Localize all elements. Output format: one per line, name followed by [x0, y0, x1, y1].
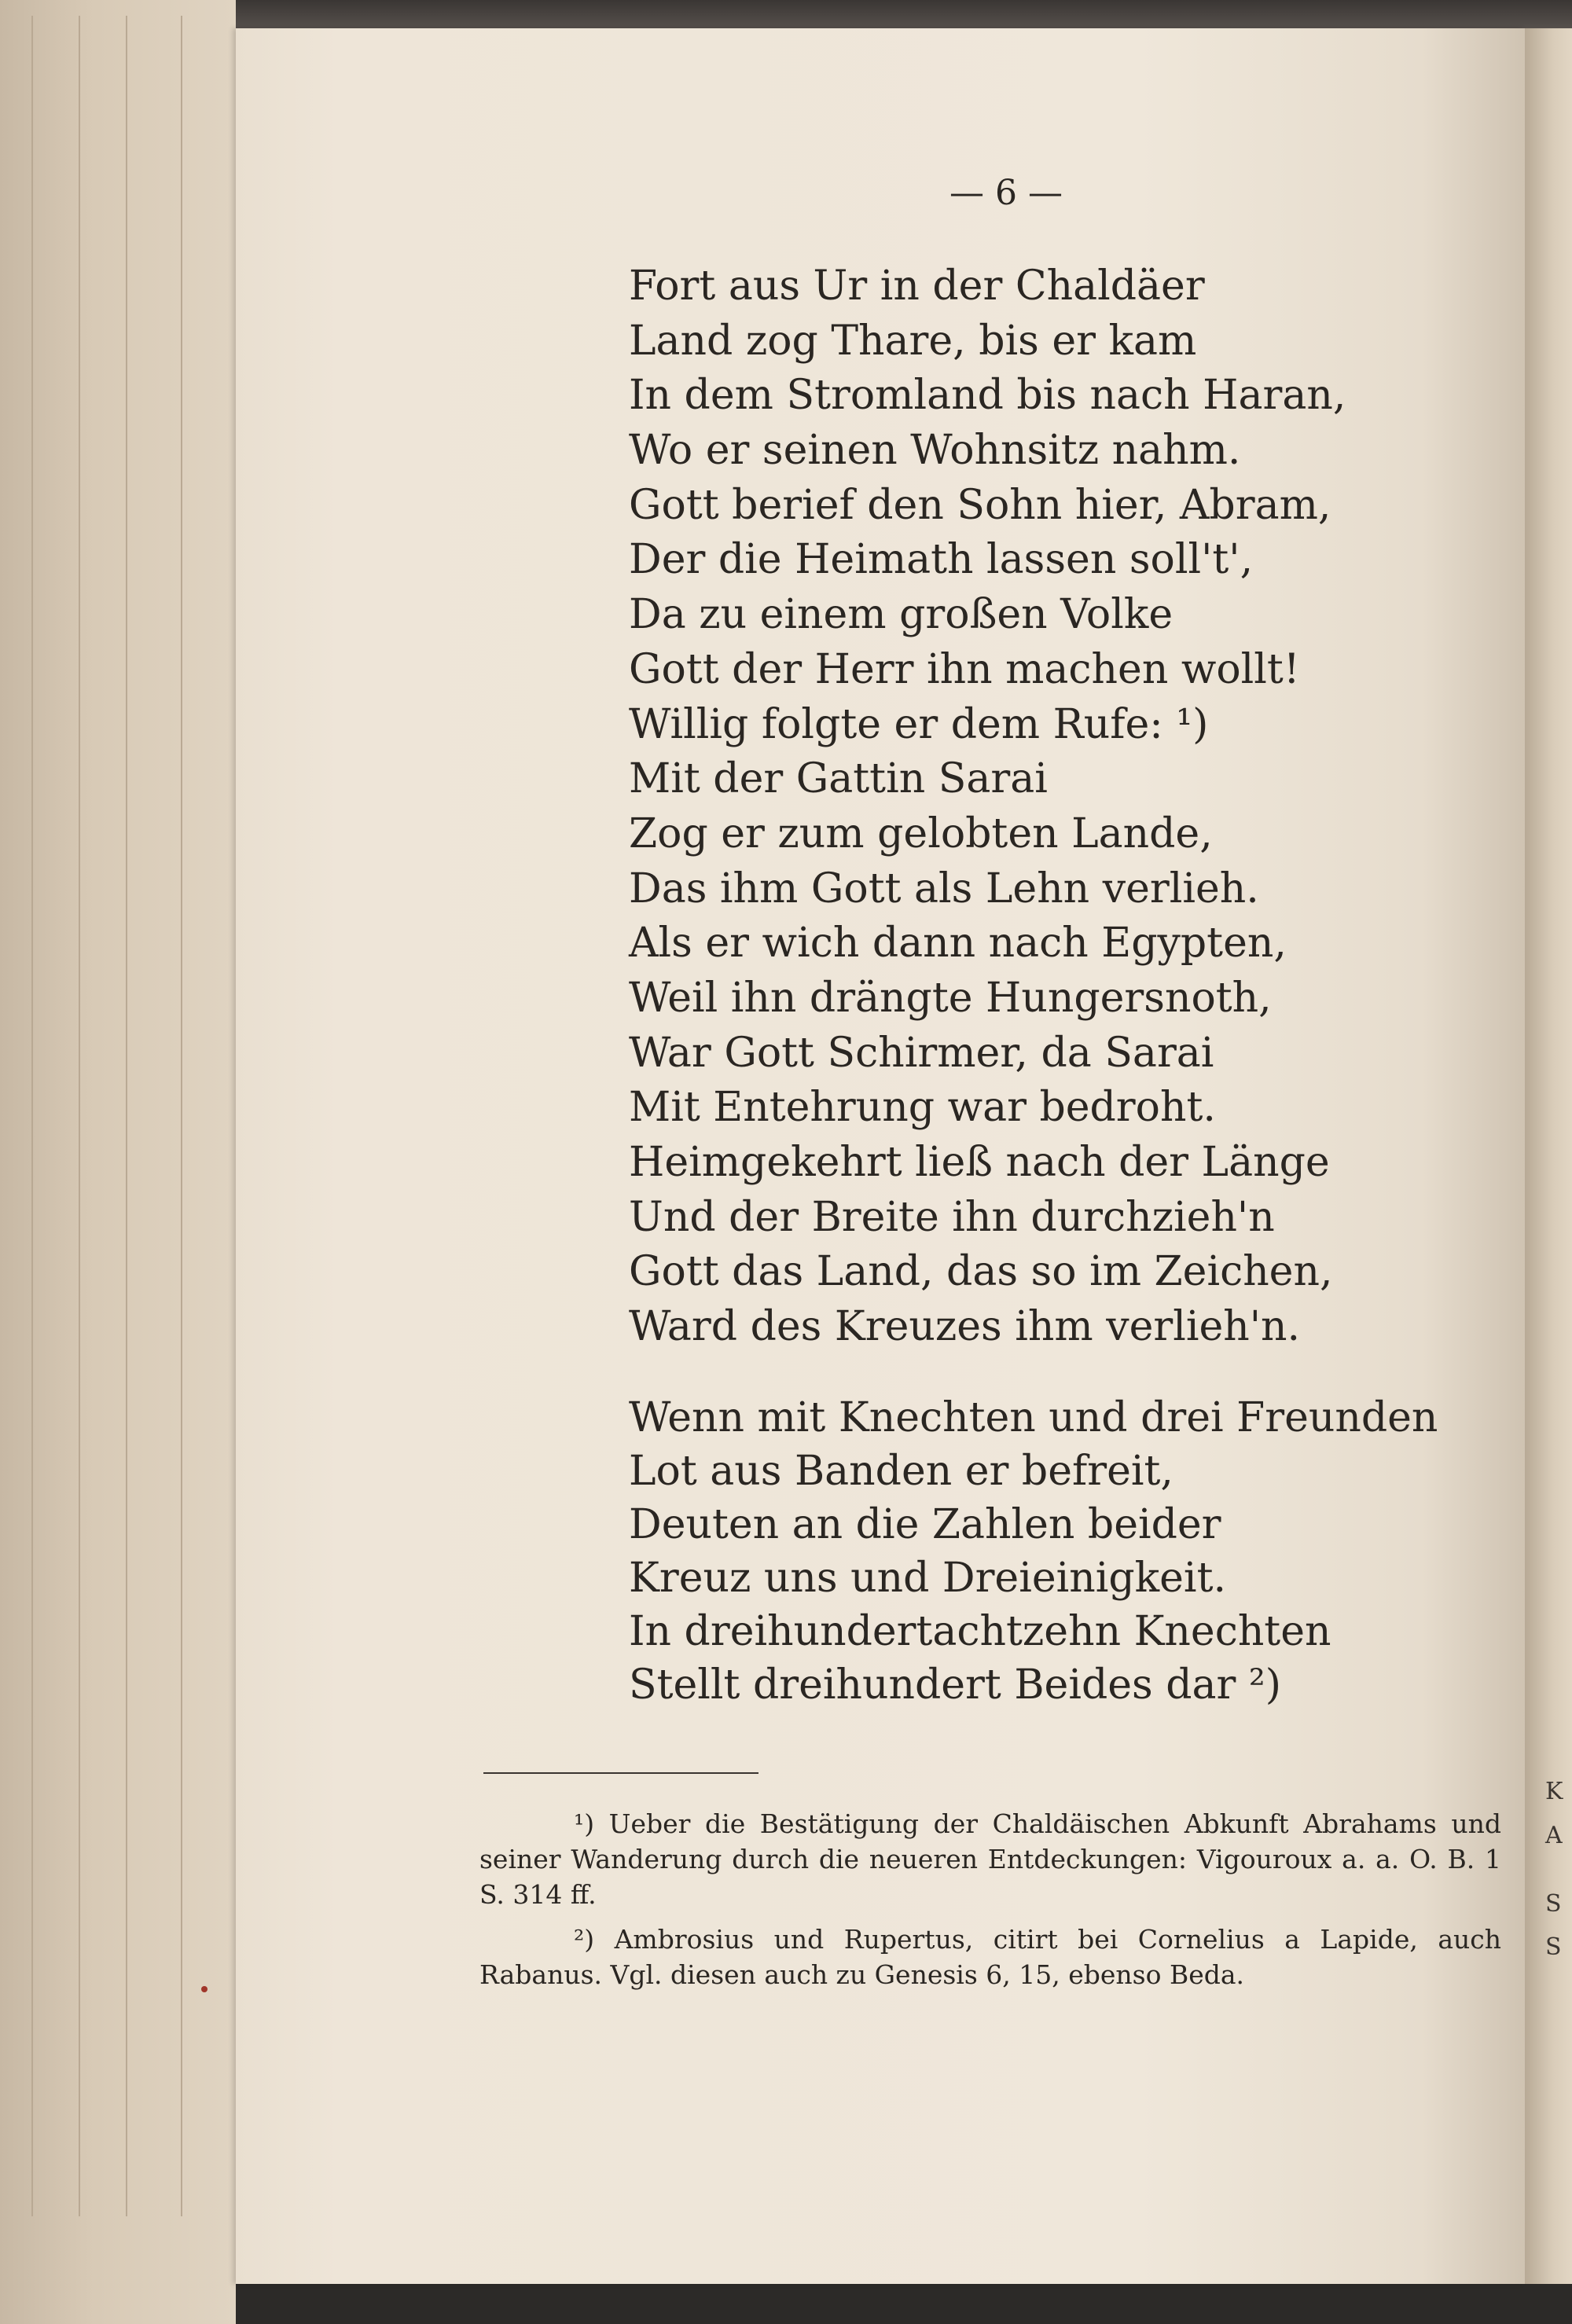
verse-line: Stellt dreihundert Beides dar ²) — [629, 1661, 1282, 1709]
verse-line: Ward des Kreuzes ihm verlieh'n. — [629, 1303, 1301, 1351]
page-edge-line — [126, 16, 127, 2216]
page-stack-left — [0, 0, 236, 2324]
verse-line: Kreuz uns und Dreieinigkeit. — [629, 1555, 1226, 1602]
verse-line: In dem Stromland bis nach Haran, — [629, 372, 1346, 420]
verse-line: Wenn mit Knechten und drei Freunden — [629, 1394, 1438, 1441]
footnote-2: ²) Ambrosius und Rupertus, citirt bei Cornelius a Lapide, auch Rabanus. Vgl. diesen auch zu Genesis 6, 15, ebenso Beda. — [479, 1924, 1501, 1990]
verse-line: Heimgekehrt ließ nach der Länge — [629, 1139, 1330, 1186]
footnotes — [479, 1806, 1501, 2002]
edge-letter: A — [1545, 1822, 1563, 1849]
verse-line: Wo er seinen Wohnsitz nahm. — [629, 427, 1241, 475]
edge-letter: K — [1545, 1778, 1563, 1805]
verse-line: Gott das Land, das so im Zeichen, — [629, 1248, 1333, 1296]
verse-line: Mit der Gattin Sarai — [629, 755, 1048, 803]
verse-line: Deuten an die Zahlen beider — [629, 1501, 1221, 1548]
footnote-rule — [483, 1772, 758, 1774]
page-edge-line — [181, 16, 182, 2216]
verse-line: Lot aus Banden er befreit, — [629, 1448, 1173, 1495]
verse-stanza-1 — [629, 259, 1346, 1355]
verse-line: Fort aus Ur in der Chaldäer — [629, 263, 1205, 310]
ink-spot — [201, 1986, 208, 1992]
page-edge-line — [31, 16, 33, 2216]
verse-line: Das ihm Gott als Lehn verlieh. — [629, 865, 1259, 912]
verse-line: Und der Breite ihn durchzieh'n — [629, 1193, 1275, 1241]
verse-line: Der die Heimath lassen soll't', — [629, 536, 1254, 584]
verse-line: Da zu einem großen Volke — [629, 591, 1173, 639]
verse-line: Land zog Thare, bis er kam — [629, 317, 1197, 365]
verse-line: In dreihundertachtzehn Knechten — [629, 1608, 1331, 1655]
verse-line: War Gott Schirmer, da Sarai — [629, 1029, 1214, 1077]
verse-line: Willig folgte er dem Rufe: ¹) — [629, 700, 1209, 748]
verse-line: Gott der Herr ihn machen wollt! — [629, 645, 1300, 693]
verse-line: Mit Entehrung war bedroht. — [629, 1084, 1216, 1132]
verse-line: Gott berief den Sohn hier, Abram, — [629, 481, 1331, 529]
edge-letter: S — [1545, 1890, 1562, 1918]
footnote-1: ¹) Ueber die Bestätigung der Chaldäischen Abkunft Abrahams und seiner Wanderung durch die neueren Entdeckungen: Vigouroux a. a. O. B. 1 S. 314 ff. — [479, 1808, 1501, 1910]
page-number: — 6 — — [949, 173, 1063, 213]
verse-stanza-2 — [629, 1391, 1438, 1712]
verse-line: Zog er zum gelobten Lande, — [629, 810, 1213, 857]
book-cover-edge — [0, 0, 1572, 28]
verse-line: Als er wich dann nach Egypten, — [629, 920, 1287, 967]
verse-line: Weil ihn drängte Hungersnoth, — [629, 974, 1272, 1022]
page-edge-line — [79, 16, 80, 2216]
edge-letter: S — [1545, 1933, 1562, 1961]
